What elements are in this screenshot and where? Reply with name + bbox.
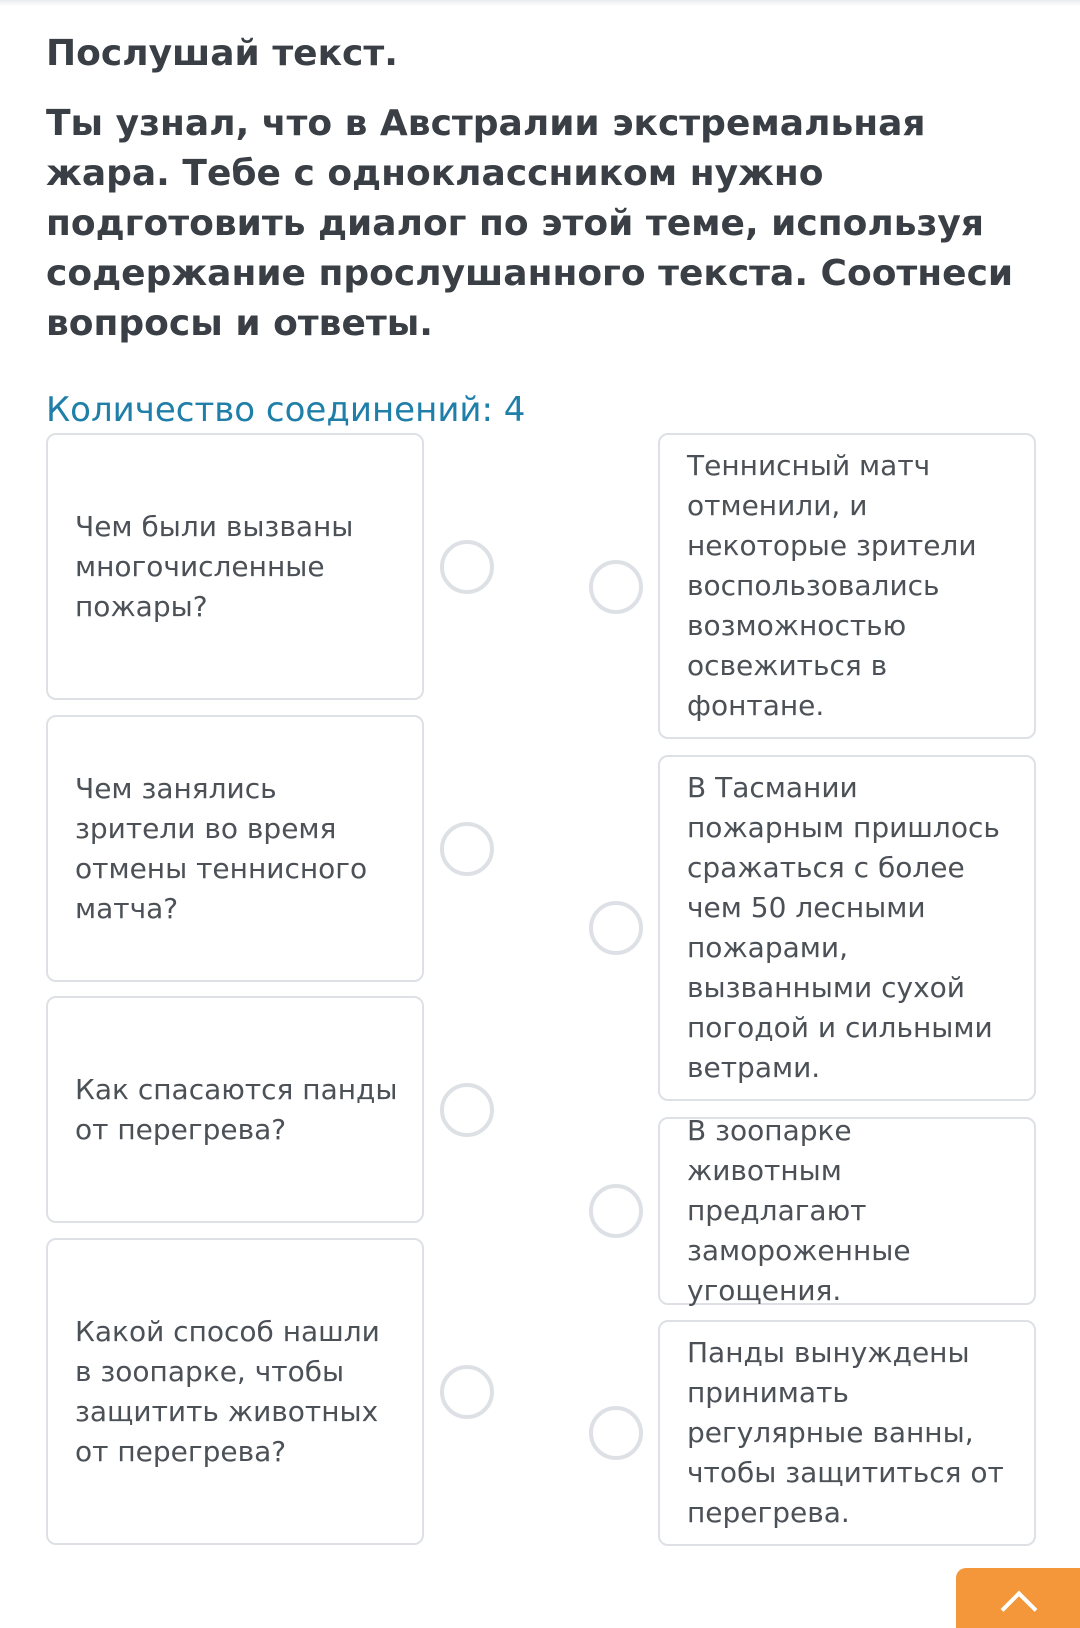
question-card-4[interactable] xyxy=(46,1238,424,1545)
answer-connector-4[interactable] xyxy=(589,1406,643,1460)
connections-number: 4 xyxy=(503,390,526,430)
answer-card-3[interactable] xyxy=(658,1114,1036,1307)
chevron-up-icon xyxy=(1001,1591,1038,1628)
question-connector-1[interactable] xyxy=(440,540,494,594)
answer-text: Теннисный матч отменили, и некоторые зрители воспользовались возможностью освежиться в фонтане. xyxy=(687,449,977,722)
top-shadow xyxy=(0,0,1080,6)
question-connector-3[interactable] xyxy=(440,1083,494,1137)
question-text: Как спасаются панды от перегрева? xyxy=(75,1072,398,1146)
task-title: Послушай текст. xyxy=(46,33,398,74)
question-card-3[interactable] xyxy=(46,996,424,1223)
answer-card-4[interactable] xyxy=(658,1320,1036,1546)
task-instructions: Ты узнал, что в Австралии экстремальная жара. Тебе с одноклассником нужно подготовить диалог по этой теме, используя содержание прослушанного текста. Соотнеси вопросы и ответы. xyxy=(46,103,1014,344)
answer-connector-1[interactable] xyxy=(589,560,643,614)
answer-text: Панды вынуждены принимать регулярные ванны, чтобы защититься от перегрева. xyxy=(687,1336,1004,1529)
connections-count xyxy=(46,385,525,435)
question-connector-4[interactable] xyxy=(440,1365,494,1419)
answer-text: В зоопарке животным предлагают замороженные угощения. xyxy=(687,1114,911,1307)
connections-label: Количество соединений: xyxy=(46,390,493,430)
next-button[interactable] xyxy=(956,1568,1080,1628)
answer-text: В Тасмании пожарным пришлось сражаться с более чем 50 лесными пожарами, вызванными сухой погодой и сильными ветрами. xyxy=(687,771,1000,1084)
answer-connector-2[interactable] xyxy=(589,901,643,955)
answer-connector-3[interactable] xyxy=(589,1184,643,1238)
question-card-1[interactable] xyxy=(46,433,424,700)
answer-card-1[interactable] xyxy=(658,433,1036,739)
answer-card-2[interactable] xyxy=(658,755,1036,1101)
question-connector-2[interactable] xyxy=(440,822,494,876)
question-text: Чем были вызваны многочисленные пожары? xyxy=(75,509,354,623)
question-text: Чем занялись зрители во время отмены теннисного матча? xyxy=(75,771,368,925)
question-card-2[interactable] xyxy=(46,715,424,982)
question-text: Какой способ нашли в зоопарке, чтобы защитить животных от перегрева? xyxy=(75,1314,380,1468)
